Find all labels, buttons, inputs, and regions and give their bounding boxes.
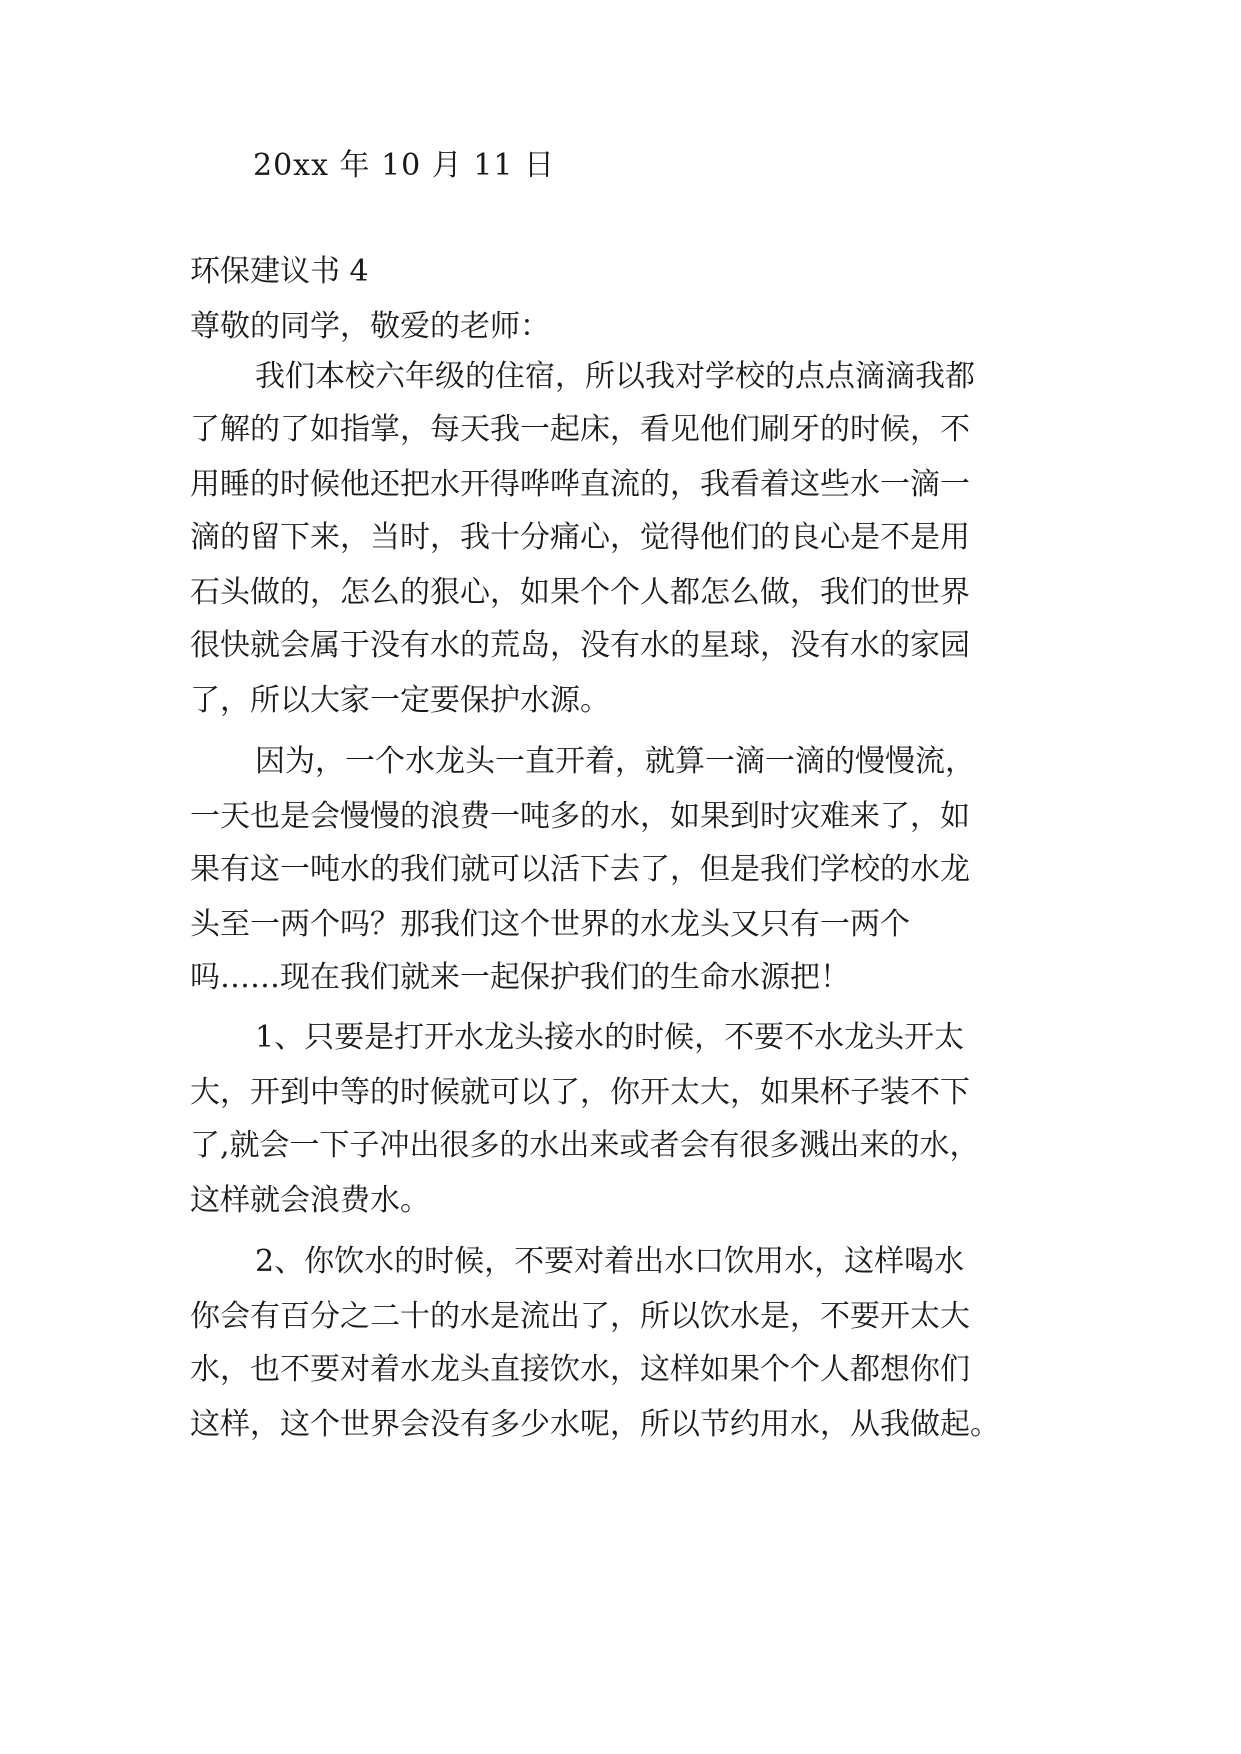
paragraph-line: 这样，这个世界会没有多少水呢，所以节约用水，从我做起。 bbox=[190, 1407, 1000, 1442]
paragraph-line: 头至一两个吗？那我们这个世界的水龙头又只有一两个 bbox=[190, 907, 910, 942]
document-title: 环保建议书 4 bbox=[190, 254, 369, 289]
paragraph-line: 了,就会一下子冲出很多的水出来或者会有很多溅出来的水， bbox=[190, 1128, 980, 1163]
paragraph-line: 很快就会属于没有水的荒岛，没有水的星球，没有水的家园 bbox=[190, 628, 970, 663]
paragraph-line: 这样就会浪费水。 bbox=[190, 1183, 430, 1218]
date-line: 20xx 年 10 月 11 日 bbox=[253, 148, 556, 183]
paragraph-line: 你会有百分之二十的水是流出了，所以饮水是，不要开太大 bbox=[190, 1299, 970, 1334]
paragraph-line: 2、你饮水的时候，不要对着出水口饮用水，这样喝水 bbox=[255, 1244, 965, 1279]
paragraph-line: 果有这一吨水的我们就可以活下去了，但是我们学校的水龙 bbox=[190, 852, 970, 887]
paragraph-line: 1、只要是打开水龙头接水的时候，不要不水龙头开太 bbox=[255, 1020, 965, 1055]
salutation: 尊敬的同学，敬爱的老师： bbox=[190, 309, 550, 344]
paragraph-line: 大，开到中等的时候就可以了，你开太大，如果杯子装不下 bbox=[190, 1075, 970, 1110]
paragraph-line: 了解的了如指掌，每天我一起床，看见他们刷牙的时候，不 bbox=[190, 412, 970, 447]
paragraph-line: 水，也不要对着水龙头直接饮水，这样如果个个人都想你们 bbox=[190, 1352, 970, 1387]
paragraph-line: 因为，一个水龙头一直开着，就算一滴一滴的慢慢流， bbox=[255, 744, 975, 779]
paragraph-line: 我们本校六年级的住宿，所以我对学校的点点滴滴我都 bbox=[255, 359, 975, 394]
paragraph-line: 了，所以大家一定要保护水源。 bbox=[190, 683, 610, 718]
paragraph-line: 用睡的时候他还把水开得哗哗直流的，我看着这些水一滴一 bbox=[190, 467, 970, 502]
paragraph-line: 石头做的，怎么的狠心，如果个个人都怎么做，我们的世界 bbox=[190, 575, 970, 610]
paragraph-line: 吗……现在我们就来一起保护我们的生命水源把！ bbox=[190, 960, 850, 995]
paragraph-line: 滴的留下来，当时，我十分痛心，觉得他们的良心是不是用 bbox=[190, 520, 970, 555]
paragraph-line: 一天也是会慢慢的浪费一吨多的水，如果到时灾难来了，如 bbox=[190, 799, 970, 834]
